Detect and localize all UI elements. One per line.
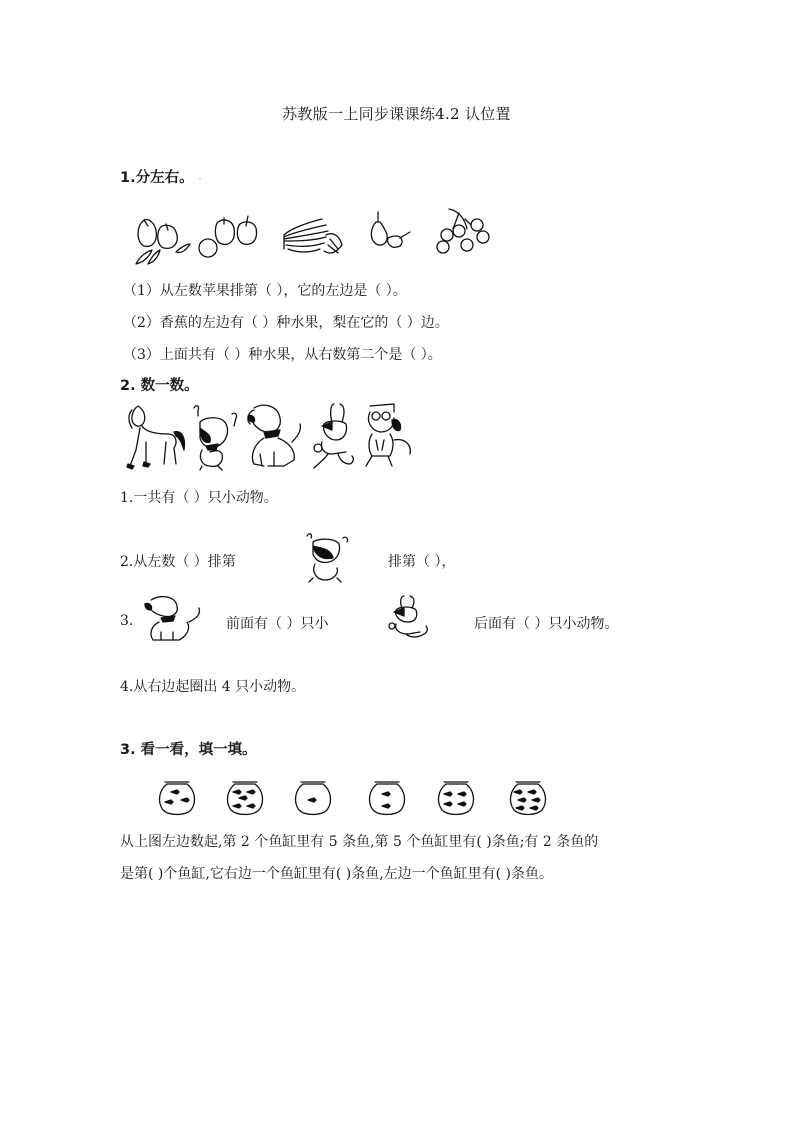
fishbowl-icon bbox=[157, 780, 197, 816]
question-2-3-part1: 前面有（ ）只小 bbox=[226, 616, 329, 632]
question-1-3: （3）上面共有（ ）种水果，从右数第二个是（ ）。 bbox=[123, 347, 442, 363]
question-1-1: （1）从左数苹果排第（ ），它的左边是（ ）。 bbox=[123, 283, 407, 299]
rabbit-small-icon bbox=[386, 594, 432, 640]
dog-small-icon bbox=[143, 594, 205, 644]
question-2-2-part2: 排第（ ）， bbox=[388, 554, 456, 570]
hawthorns-icon bbox=[435, 205, 495, 255]
question-2-1: 1.一共有（ ）只小动物。 bbox=[120, 490, 278, 506]
question-2-2-part1: 2.从左数（ ）排第 bbox=[120, 554, 236, 570]
stray-dot bbox=[199, 178, 201, 180]
section2-heading: 2. 数一数。 bbox=[120, 378, 199, 394]
fishbowl-icon bbox=[293, 780, 333, 816]
section3-heading: 3. 看一看，填一填。 bbox=[120, 742, 257, 758]
paragraph-line-1: 从上图左边数起,第 2 个鱼缸里有 5 条鱼,第 5 个鱼缸里有( )条鱼;有 2 条鱼的 bbox=[120, 834, 599, 850]
pears-icon bbox=[368, 210, 412, 252]
section1-heading: 1.分左右。 bbox=[120, 170, 194, 186]
monkey-icon bbox=[360, 400, 416, 470]
page-title: 苏教版一上同步课课练4.2 认位置 bbox=[282, 105, 511, 123]
bananas-icon bbox=[280, 215, 346, 261]
fishbowl-icon bbox=[367, 780, 407, 816]
question-2-4: 4.从右边起圈出 4 只小动物。 bbox=[120, 679, 306, 695]
question-2-3-number: 3. bbox=[120, 613, 134, 629]
rabbit-icon bbox=[310, 402, 358, 470]
peaches-icon bbox=[134, 212, 192, 267]
singing-dog-small-icon bbox=[303, 530, 351, 584]
horse-icon bbox=[126, 402, 188, 470]
dog-icon bbox=[244, 402, 306, 472]
fishbowl-icon bbox=[225, 780, 265, 816]
question-1-2: （2）香蕉的左边有（ ）种水果，梨在它的（ ）边。 bbox=[123, 315, 449, 331]
apples-icon bbox=[198, 212, 260, 262]
fishbowl-icon bbox=[436, 780, 476, 816]
singing-dog-icon bbox=[188, 402, 240, 472]
paragraph-line-2: 是第( )个鱼缸,它右边一个鱼缸里有( )条鱼,左边一个鱼缸里有( )条鱼。 bbox=[120, 866, 554, 882]
fishbowl-icon bbox=[508, 780, 548, 816]
question-2-3-part2: 后面有（ ）只小动物。 bbox=[474, 616, 619, 632]
